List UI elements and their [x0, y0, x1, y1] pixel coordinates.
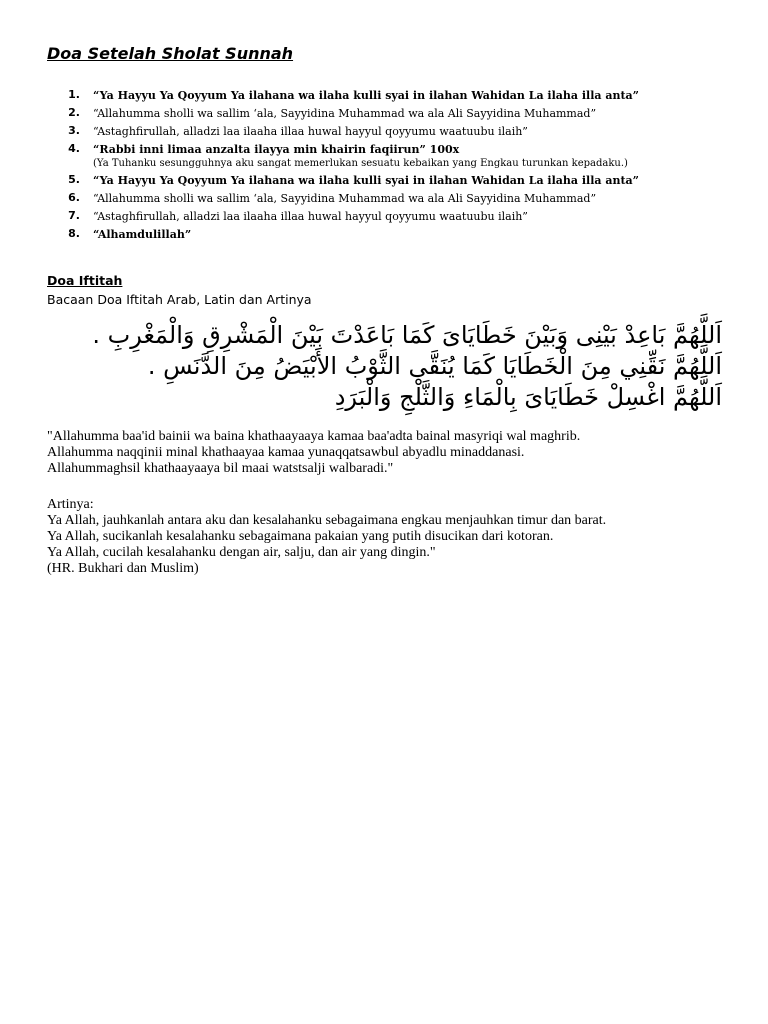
- list-number: 2.: [68, 106, 80, 119]
- page-title: Doa Setelah Sholat Sunnah: [47, 44, 294, 63]
- list-item: [62, 122, 742, 140]
- latin-line: Allahumma naqqinii minal khathaayaa kamaa yunaqqatsawbul abyadlu minaddanasi.: [47, 445, 525, 460]
- list-item: [62, 189, 742, 207]
- list-number: 6.: [68, 191, 80, 204]
- translation-line: Ya Allah, jauhkanlah antara aku dan kesalahanku sebagaimana engkau menjauhkan timur dan barat.: [47, 513, 607, 528]
- latin-text: [47, 429, 737, 477]
- list-item: [62, 140, 742, 171]
- arabic-line: اَللَّهُمَّ اغْسِلْ خَطَايَاىَ بِالْمَاءِ وَالثَّلْجِ وَالْبَرَدِ: [334, 383, 722, 411]
- list-text: “Ya Hayyu Ya Qoyyum Ya ilahana wa ilaha kulli syai in ilahan Wahidan La ilaha illa anta”: [93, 89, 640, 102]
- list-text: “Ya Hayyu Ya Qoyyum Ya ilahana wa ilaha kulli syai in ilahan Wahidan La ilaha illa anta”: [93, 174, 640, 187]
- list-text: “Astaghfirullah, alladzi laa ilaaha illaa huwal hayyul qoyyumu waatuubu ilaih”: [93, 210, 528, 223]
- arabic-line: اَللَّهُمَّ نَقِّنِي مِنَ الْخَطَايَا كَمَا يُنَقَّى الثَّوْبُ الأَبْيَضُ مِنَ الدَّنَسِ .: [147, 352, 722, 380]
- list-number: 7.: [68, 209, 80, 222]
- list-number: 5.: [68, 173, 80, 186]
- list-note: (Ya Tuhanku sesungguhnya aku sangat memerlukan sesuatu kebaikan yang Engkau turunkan kepadaku.): [93, 158, 628, 169]
- translation-line: Ya Allah, cucilah kesalahanku dengan air, salju, dan air yang dingin.": [47, 545, 436, 560]
- list-text: “Allahumma sholli wa sallim ‘ala, Sayyidina Muhammad wa ala Ali Sayyidina Muhammad”: [93, 192, 597, 205]
- list-item: [62, 207, 742, 225]
- list-item: [62, 104, 742, 122]
- list-item: [62, 86, 742, 104]
- list-item: [62, 171, 742, 189]
- translation-line: Ya Allah, sucikanlah kesalahanku sebagaimana pakaian yang putih disucikan dari kotoran.: [47, 529, 554, 544]
- doa-list: [62, 86, 742, 243]
- translation-text: [47, 497, 737, 577]
- artinya-label: Artinya:: [47, 497, 94, 512]
- list-text: “Allahumma sholli wa sallim ‘ala, Sayyidina Muhammad wa ala Ali Sayyidina Muhammad”: [93, 107, 597, 120]
- list-text: “Astaghfirullah, alladzi laa ilaaha illaa huwal hayyul qoyyumu waatuubu ilaih”: [93, 125, 528, 138]
- list-text: “Alhamdulillah”: [93, 228, 192, 241]
- list-number: 3.: [68, 124, 80, 137]
- arabic-line: اَللَّهُمَّ بَاعِدْ بَيْنِى وَبَيْنَ خَطَايَاىَ كَمَا بَاعَدْتَ بَيْنَ الْمَشْرِقِ وَالْمَغْرِبِ .: [92, 321, 722, 349]
- latin-line: "Allahumma baa'id bainii wa baina khathaayaaya kamaa baa'adta bainal masyriqi wal maghrib.: [47, 429, 581, 444]
- list-number: 4.: [68, 142, 80, 155]
- list-number: 8.: [68, 227, 80, 240]
- source-citation: (HR. Bukhari dan Muslim): [47, 561, 199, 576]
- latin-line: Allahummaghsil khathaayaaya bil maai watstsalji walbaradi.": [47, 461, 394, 476]
- list-number: 1.: [68, 88, 80, 101]
- iftitah-heading: Doa Iftitah: [47, 273, 123, 288]
- list-item: [62, 225, 742, 243]
- iftitah-subheading: Bacaan Doa Iftitah Arab, Latin dan Artinya: [47, 292, 312, 307]
- arabic-text: [40, 320, 722, 413]
- list-text: “Rabbi inni limaa anzalta ilayya min khairin faqiirun” 100x: [93, 143, 460, 156]
